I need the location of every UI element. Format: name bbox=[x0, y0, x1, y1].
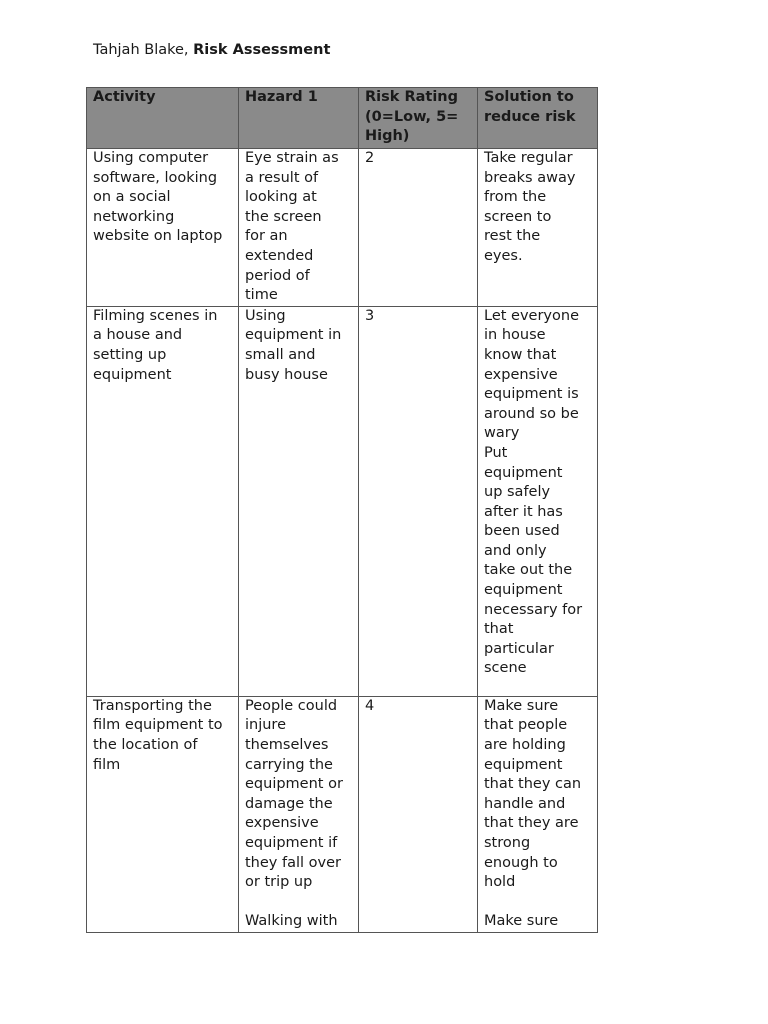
cell-line: 2 bbox=[365, 150, 375, 166]
cell-line: small and bbox=[245, 346, 316, 363]
cell-line: breaks away bbox=[484, 169, 576, 186]
hazard-cell bbox=[239, 696, 359, 932]
header-line: Solution to bbox=[484, 89, 574, 105]
cell-line: up safely bbox=[484, 484, 551, 501]
cell-line: Let everyone bbox=[484, 307, 579, 324]
cell-line: expensive bbox=[245, 815, 319, 832]
cell-line: Walking with bbox=[245, 913, 338, 930]
column-header-solution bbox=[478, 88, 598, 149]
cell-line: strong bbox=[484, 834, 531, 851]
cell-line: a result of bbox=[245, 169, 319, 186]
cell-line: rest the bbox=[484, 228, 541, 245]
header-line: Hazard 1 bbox=[245, 89, 318, 105]
paragraph-gap bbox=[484, 893, 593, 913]
solution-cell bbox=[478, 696, 598, 932]
column-header-risk-rating bbox=[359, 88, 478, 149]
cell-line: screen to bbox=[484, 208, 552, 225]
author-name: Tahjah Blake, bbox=[93, 42, 189, 58]
cell-line: and only bbox=[484, 542, 547, 559]
document-title: Risk Assessment bbox=[193, 42, 331, 58]
solution-cell bbox=[478, 306, 598, 696]
cell-line: time bbox=[245, 287, 278, 304]
header-line: Activity bbox=[93, 89, 156, 105]
column-header-hazard bbox=[239, 88, 359, 149]
cell-line: Take regular bbox=[484, 150, 573, 166]
cell-line: film equipment to bbox=[93, 717, 223, 734]
cell-line: Using computer bbox=[93, 150, 209, 166]
hazard-cell bbox=[239, 149, 359, 307]
paragraph-gap bbox=[245, 893, 354, 913]
cell-line: equipment is bbox=[484, 386, 579, 403]
document-header bbox=[93, 41, 330, 59]
activity-cell bbox=[87, 696, 239, 932]
header-line: reduce risk bbox=[484, 108, 576, 125]
activity-cell bbox=[87, 306, 239, 696]
cell-line: the screen bbox=[245, 208, 322, 225]
cell-line: equipment bbox=[484, 464, 563, 481]
cell-line: Filming scenes in bbox=[93, 307, 218, 324]
cell-line: know that bbox=[484, 346, 557, 363]
cell-line: the location of bbox=[93, 736, 198, 753]
cell-line: around so be bbox=[484, 405, 579, 422]
cell-line: equipment or bbox=[245, 776, 343, 793]
cell-line: handle and bbox=[484, 795, 566, 812]
cell-line: equipment bbox=[484, 756, 563, 773]
cell-line: scene bbox=[484, 660, 527, 677]
risk-assessment-table bbox=[86, 87, 598, 933]
cell-line: themselves bbox=[245, 736, 329, 753]
cell-line: or trip up bbox=[245, 874, 313, 891]
cell-line: People could bbox=[245, 697, 338, 714]
cell-line: on a social bbox=[93, 189, 171, 206]
cell-line: equipment in bbox=[245, 327, 342, 344]
table-header-row bbox=[87, 88, 598, 149]
cell-line: injure bbox=[245, 717, 287, 734]
cell-line: take out the bbox=[484, 562, 573, 579]
cell-line: 3 bbox=[365, 307, 375, 324]
cell-line: damage the bbox=[245, 795, 333, 812]
cell-line: software, looking bbox=[93, 169, 218, 186]
cell-line: are holding bbox=[484, 736, 566, 753]
cell-line: been used bbox=[484, 523, 560, 540]
cell-line: Put bbox=[484, 444, 508, 461]
cell-line: equipment bbox=[484, 582, 563, 599]
table-row bbox=[87, 306, 598, 696]
cell-line: website on laptop bbox=[93, 228, 223, 245]
risk-rating-cell bbox=[359, 149, 478, 307]
cell-line: Eye strain as bbox=[245, 150, 339, 166]
activity-cell bbox=[87, 149, 239, 307]
cell-line: Transporting the bbox=[93, 697, 212, 714]
cell-line: Make sure bbox=[484, 697, 559, 714]
cell-line: extended bbox=[245, 247, 314, 264]
column-header-activity bbox=[87, 88, 239, 149]
risk-rating-cell bbox=[359, 306, 478, 696]
cell-line: that they are bbox=[484, 815, 579, 832]
hazard-cell bbox=[239, 306, 359, 696]
cell-line: they fall over bbox=[245, 854, 341, 871]
cell-line: enough to bbox=[484, 854, 558, 871]
cell-line: Using bbox=[245, 307, 286, 324]
cell-line: wary bbox=[484, 425, 520, 442]
cell-line: necessary for bbox=[484, 601, 583, 618]
cell-line: looking at bbox=[245, 189, 317, 206]
cell-line: carrying the bbox=[245, 756, 333, 773]
cell-line: film bbox=[93, 756, 121, 773]
header-line: High) bbox=[365, 128, 410, 145]
cell-line: 4 bbox=[365, 697, 375, 714]
cell-line: period of bbox=[245, 267, 310, 284]
header-line: Risk Rating bbox=[365, 89, 459, 105]
cell-line: busy house bbox=[245, 366, 328, 383]
table-row bbox=[87, 149, 598, 307]
cell-line: that people bbox=[484, 717, 568, 734]
cell-line: equipment if bbox=[245, 834, 338, 851]
table-row bbox=[87, 696, 598, 932]
cell-line: in house bbox=[484, 327, 546, 344]
cell-line: after it has bbox=[484, 503, 563, 520]
cell-line: equipment bbox=[93, 366, 172, 383]
cell-line: from the bbox=[484, 189, 547, 206]
cell-line: that they can bbox=[484, 776, 582, 793]
cell-line: eyes. bbox=[484, 247, 523, 264]
cell-line: Make sure bbox=[484, 913, 559, 930]
cell-line: expensive bbox=[484, 366, 558, 383]
cell-line: setting up bbox=[93, 346, 167, 363]
solution-cell bbox=[478, 149, 598, 307]
header-line: (0=Low, 5= bbox=[365, 108, 459, 125]
cell-line: hold bbox=[484, 874, 516, 891]
cell-line: particular bbox=[484, 640, 554, 657]
cell-line: that bbox=[484, 621, 514, 638]
cell-line: for an bbox=[245, 228, 288, 245]
risk-rating-cell bbox=[359, 696, 478, 932]
cell-line: a house and bbox=[93, 327, 183, 344]
cell-line: networking bbox=[93, 208, 175, 225]
